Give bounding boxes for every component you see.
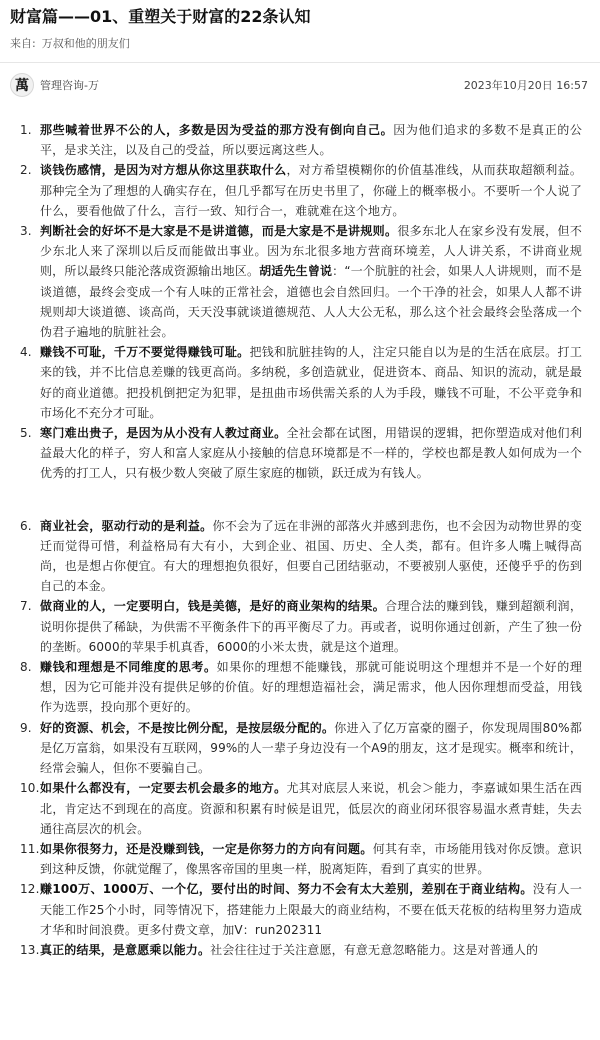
list-item xyxy=(22,839,582,879)
item-number: 6. xyxy=(20,518,32,533)
item-heading: 赚100万、1000万、一个亿，要付出的时间、努力不会有太大差别，差别在于商业结构。 xyxy=(40,882,533,897)
item-text: 合理合法的赚到钱，赚到超额利润，说明你提供了稀缺，为供需不平衡条件下的再平衡尽了力。再或者，说明你通过创新，产生了独一份的垄断。6000的苹果手机真香，6000的小米太贵，就是这个道理。 xyxy=(40,599,582,654)
item-text: 社会往往过于关注意愿，有意无意忽略能力。这是对普通人的 xyxy=(210,942,539,957)
item-heading: 如果什么都没有，一定要去机会最多的地方。 xyxy=(40,781,287,796)
item-text: 如果你的理想不能赚钱，那就可能说明这个理想并不是一个好的理想，因为它可能并没有提供足够的价值。好的理想造福社会，满足需求，他人因你理想而受益，用钱作为选票，投向那个更好的。 xyxy=(40,660,582,715)
item-heading: 那些喊着世界不公的人，多数是因为受益的那方没有倒向自己。 xyxy=(40,123,394,137)
author-row xyxy=(10,72,588,98)
item-heading: 寒门难出贵子，是因为从小没有人教过商业。 xyxy=(40,426,287,441)
item-text: 全社会都在试图，用错误的逻辑，把你塑造成对他们利益最大化的样子，穷人和富人家庭从小接触的信息环境都是不一样的，学校也都是教人如何成为一个优秀的打工人，只有极少数人突破了原生家庭的枷锁，跃迁成为有钱人。 xyxy=(40,426,582,481)
item-number: 13. xyxy=(20,942,40,957)
item-text: 你不会为了远在非洲的部落火并感到悲伤，也不会因为动物世界的变迁而觉得可惜，利益格局有大有小，大到企业、祖国、历史、全人类，都有。但许多人嘴上喊得高尚，也是想占你便宜。有大的理想抱负很好，但要自己团结驱动，不要被别人驱使，还傻乎乎的伤到自己的本金。 xyxy=(40,518,582,594)
publish-date: 2023年10月20日 16:57 xyxy=(463,79,588,92)
item-number: 5. xyxy=(20,426,32,441)
item-number: 7. xyxy=(20,599,32,614)
item-number: 8. xyxy=(20,660,32,675)
list-item xyxy=(22,778,582,839)
item-number: 4. xyxy=(20,345,32,360)
item-number: 9. xyxy=(20,720,32,735)
source-label: 来自: xyxy=(10,37,36,50)
item-text: 你进入了亿万富豪的圈子，你发现周围80%都是亿万富翁，如果没有互联网，99%的人一辈子身边没有一个A9的朋友，这才是现实。概率和统计，经常会骗人，但你不要骗自己。 xyxy=(40,720,582,776)
list-item xyxy=(22,160,582,221)
source-name-link[interactable]: 万叔和他的朋友们 xyxy=(41,37,130,50)
item-heading: 判断社会的好坏不是大家是不是讲道德，而是大家是不是讲规则。 xyxy=(40,224,398,239)
item-heading: 赚钱和理想是不同维度的思考。 xyxy=(40,660,217,675)
item-text: 何其有幸，市场能用钱对你反馈。意识到这种反馈，你就觉醒了，像黑客帝国的里奥一样，脱离矩阵，看到了真实的世界。 xyxy=(40,841,582,877)
list-item xyxy=(22,596,582,657)
list-item xyxy=(22,221,582,342)
item-text: 没有人一天能工作25个小时，同等情况下，搭建能力上限最大的商业结构，不要在低天花板的结构里努力造成才华和时间浪费。更多付费文章，加V：run202311 xyxy=(40,882,582,937)
list-item xyxy=(22,879,582,940)
item-heading: 做商业的人，一定要明白，钱是美德，是好的商业架构的结果。 xyxy=(40,599,386,614)
author-name[interactable]: 管理咨询-万 xyxy=(40,79,99,92)
list-item xyxy=(22,940,582,960)
item-text: 因为他们追求的多数不是真正的公平，是求关注，以及自己的受益，所以要远离这些人。 xyxy=(40,123,582,158)
item-number: 11. xyxy=(20,841,40,856)
article-body-list xyxy=(22,120,582,960)
item-number: 10. xyxy=(20,781,40,796)
item-text: 把钱和肮脏挂钩的人，注定只能自以为是的生活在底层。打工来的钱，并不比信息差赚的钱更高尚。多纳税，多创造就业，促进资本、商品、知识的流动，就是最好的商业道德。把投机倒把定为犯罪，是扭曲市场供需关系的人为手段，赚钱不可耻，不公平竞争和市场化不充分才可耻。 xyxy=(40,345,582,420)
list-item xyxy=(22,120,582,160)
item-heading: 好的资源、机会，不是按比例分配，是按层级分配的。 xyxy=(40,720,335,735)
list-item xyxy=(22,657,582,718)
item-heading: 如果你很努力，还是没赚到钱，一定是你努力的方向有问题。 xyxy=(40,841,373,856)
item-heading: 商业社会，驱动行动的是利益。 xyxy=(40,518,213,533)
article-source xyxy=(10,36,130,52)
item-text: 尤其对底层人来说，机会＞能力，李嘉诚如果生活在西北，肯定达不到现在的高度。资源和积累有时候是诅咒，低层次的商业闭环很容易温水煮青蛙，失去通往高层次的机会。 xyxy=(40,781,582,836)
item-heading: 真正的结果，是意愿乘以能力。 xyxy=(40,942,211,957)
item-heading: 赚钱不可耻，千万不要觉得赚钱可耻。 xyxy=(40,345,250,360)
section-gap xyxy=(22,484,582,516)
item-number: 3. xyxy=(20,224,32,239)
item-number: 2. xyxy=(20,163,32,178)
item-number: 12. xyxy=(20,882,40,897)
item-text-quote: ：“一个肮脏的社会，如果人人讲规则，而不是谈道德，最终会变成一个有人味的正常社会，道德也会自然回归。一个干净的社会，如果人人都不讲规则却大谈道德、谈高尚，天天没事就谈道德规范、人人大公无私，那么这个社会最终会坠落成一个伪君子遍地的肮脏社会。 xyxy=(40,264,583,340)
item-number: 1. xyxy=(20,123,32,137)
item-text: 很多东北人在家乡没有发展，但不少东北人来了深圳以后反而能做出事业。因为东北很多地方营商环境差，人人讲关系，不讲商业规则，所以最终只能沦落成资源输出地区。 xyxy=(40,224,582,279)
item-heading: 谈钱伤感情，是因为对方想从你这里获取什么 xyxy=(40,163,287,178)
quote-attribution: 胡适先生曾说 xyxy=(259,264,333,279)
list-item xyxy=(22,423,582,484)
header-divider xyxy=(0,62,600,63)
list-item xyxy=(22,342,582,423)
article-title: 财富篇——01、重塑关于财富的22条认知 xyxy=(10,7,311,26)
item-text: ，对方希望模糊你的价值基准线，从而获取超额利益。那种完全为了理想的人确实存在，但几乎都写在历史书里了，你碰上的概率极小。不要听一个人说了什么，要看他做了什么，言行一致、知行合一，难就难在这个地方。 xyxy=(40,163,582,218)
avatar[interactable]: 萬 xyxy=(10,73,34,97)
list-item xyxy=(22,718,582,779)
list-item xyxy=(22,516,582,597)
